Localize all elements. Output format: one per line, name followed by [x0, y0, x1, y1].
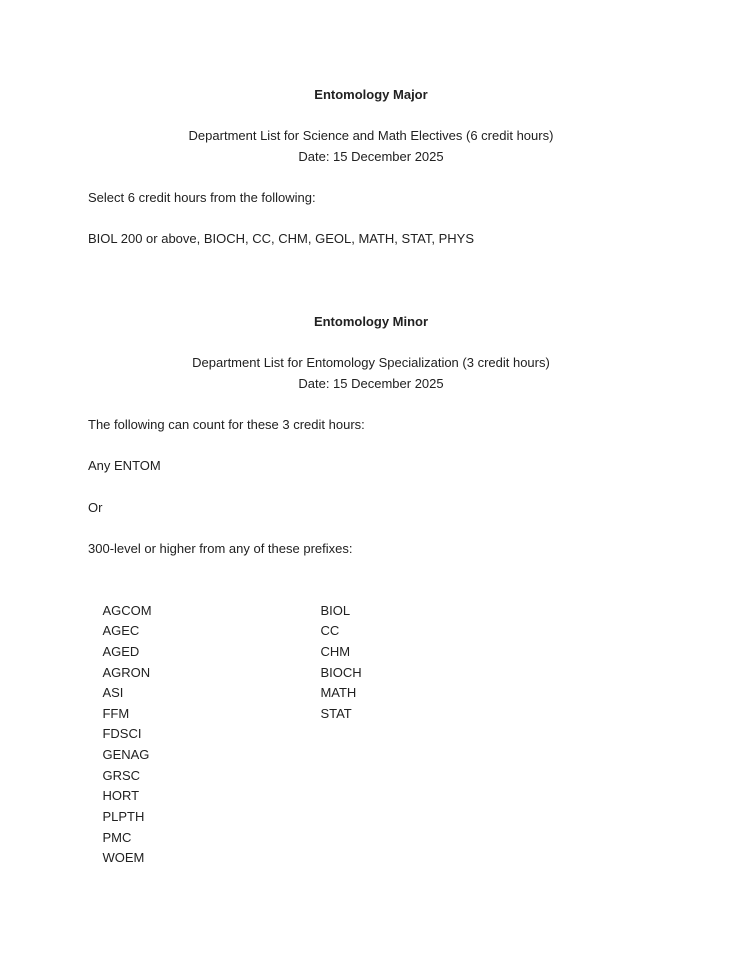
minor-section-instruction: The following can count for these 3 credit hours:	[88, 417, 365, 432]
prefix-item: GRSC	[102, 767, 141, 783]
prefix-item: MATH	[320, 685, 357, 701]
minor-section-date: Date: 15 December 2025	[298, 375, 444, 391]
prefix-item: BIOCH	[320, 664, 362, 680]
spacer	[88, 477, 654, 498]
spacer	[88, 559, 654, 580]
minor-section-title: Entomology Minor	[313, 313, 429, 329]
prefix-item: AGCOM	[102, 602, 152, 618]
minor-prefix-instruction: 300-level or higher from any of these prefixes:	[88, 540, 353, 556]
spacer	[88, 106, 654, 127]
spacer	[88, 168, 654, 189]
minor-or-label: Or	[88, 499, 103, 515]
prefix-item: STAT	[320, 705, 352, 721]
major-section-course-list: BIOL 200 or above, BIOCH, CC, CHM, GEOL, MATH, STAT, PHYS	[88, 231, 475, 247]
spacer	[88, 250, 654, 271]
prefix-item: PLPTH	[102, 808, 145, 824]
spacer	[88, 394, 654, 415]
spacer	[88, 333, 654, 354]
prefix-item: PMC	[102, 829, 132, 845]
minor-section-subtitle: Department List for Entomology Specialization (3 credit hours)	[192, 355, 550, 371]
prefix-item: GENAG	[102, 747, 150, 763]
spacer	[88, 518, 654, 539]
spacer	[88, 291, 654, 312]
major-section-title: Entomology Major	[314, 87, 428, 102]
major-section-date: Date: 15 December 2025	[298, 148, 444, 164]
prefix-item: AGRON	[102, 664, 151, 680]
spacer	[88, 209, 654, 230]
prefix-item: CC	[320, 623, 340, 639]
prefix-item: CHM	[320, 643, 351, 659]
prefix-row	[88, 580, 654, 618]
prefix-item: FFM	[102, 705, 130, 721]
prefix-item: FDSCI	[102, 726, 142, 742]
prefix-item: ASI	[102, 685, 124, 701]
major-section-instruction: Select 6 credit hours from the following:	[88, 190, 316, 206]
prefix-item: AGED	[102, 643, 140, 659]
spacer	[88, 271, 654, 292]
spacer	[88, 436, 654, 457]
major-section-subtitle: Department List for Science and Math Electives (6 credit hours)	[188, 128, 554, 144]
prefix-item: HORT	[102, 788, 140, 804]
prefix-item: AGEC	[102, 623, 140, 639]
minor-option-any: Any ENTOM	[88, 458, 161, 474]
prefix-item: WOEM	[102, 850, 145, 866]
prefix-item: BIOL	[320, 602, 351, 618]
